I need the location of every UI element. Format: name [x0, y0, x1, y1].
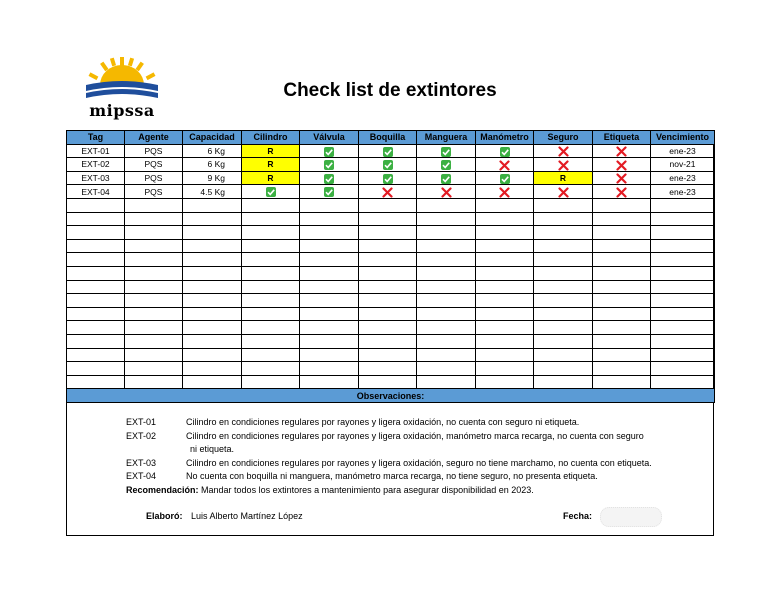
empty-row	[67, 348, 715, 362]
empty-cell	[125, 362, 183, 376]
note-text: Cilindro en condiciones regulares por rayones y ligera oxidación, seguro no tiene marchamo, no cuenta con etiqueta.	[186, 457, 652, 468]
empty-cell	[242, 198, 300, 212]
empty-cell	[534, 321, 593, 335]
cell-capacidad: 9 Kg	[183, 171, 242, 185]
empty-cell	[183, 253, 242, 267]
check-icon	[383, 160, 393, 170]
empty-cell	[125, 253, 183, 267]
empty-cell	[417, 280, 476, 294]
empty-cell	[300, 348, 359, 362]
empty-cell	[593, 362, 651, 376]
note-continuation: ni etiqueta.	[190, 444, 235, 455]
cell-agente: PQS	[125, 171, 183, 185]
empty-cell	[300, 253, 359, 267]
empty-cell	[417, 266, 476, 280]
cell-seguro	[534, 144, 593, 158]
empty-cell	[534, 375, 593, 389]
empty-cell	[67, 253, 125, 267]
table-header-row	[67, 131, 715, 145]
fecha-label: Fecha:	[563, 511, 593, 521]
empty-row	[67, 266, 715, 280]
empty-cell	[651, 294, 715, 308]
cross-icon	[499, 187, 510, 197]
recommendation-label: Recomendación:	[126, 484, 199, 495]
cell-agente: PQS	[125, 158, 183, 172]
empty-cell	[183, 280, 242, 294]
cell-boquilla	[359, 158, 417, 172]
empty-cell	[476, 334, 534, 348]
empty-cell	[359, 280, 417, 294]
cell-manometro	[476, 171, 534, 185]
empty-cell	[125, 226, 183, 240]
note-ext-03	[126, 457, 706, 471]
empty-cell	[125, 334, 183, 348]
empty-cell	[67, 239, 125, 253]
empty-cell	[651, 253, 715, 267]
empty-cell	[534, 266, 593, 280]
cell-etiqueta	[593, 158, 651, 172]
empty-cell	[651, 321, 715, 335]
empty-cell	[593, 226, 651, 240]
empty-cell	[242, 362, 300, 376]
cell-etiqueta	[593, 171, 651, 185]
empty-cell	[359, 375, 417, 389]
empty-cell	[67, 212, 125, 226]
cross-icon	[382, 187, 393, 197]
cell-valvula	[300, 144, 359, 158]
cross-icon	[616, 146, 627, 156]
empty-cell	[242, 226, 300, 240]
observations-header-row	[67, 389, 715, 403]
empty-cell	[476, 239, 534, 253]
note-ext-01	[126, 416, 706, 430]
empty-cell	[359, 198, 417, 212]
empty-cell	[183, 348, 242, 362]
cell-tag: EXT-02	[67, 158, 125, 172]
empty-cell	[593, 280, 651, 294]
empty-cell	[300, 266, 359, 280]
empty-cell	[300, 362, 359, 376]
empty-cell	[476, 348, 534, 362]
col-header-boquilla: Boquilla	[359, 131, 417, 145]
empty-cell	[417, 321, 476, 335]
check-icon	[324, 160, 334, 170]
empty-cell	[417, 362, 476, 376]
empty-cell	[593, 212, 651, 226]
empty-cell	[359, 212, 417, 226]
empty-cell	[242, 375, 300, 389]
empty-cell	[651, 212, 715, 226]
empty-cell	[593, 266, 651, 280]
empty-cell	[417, 239, 476, 253]
empty-cell	[183, 239, 242, 253]
empty-cell	[242, 239, 300, 253]
empty-cell	[242, 321, 300, 335]
empty-row	[67, 294, 715, 308]
empty-cell	[183, 321, 242, 335]
empty-cell	[242, 294, 300, 308]
check-icon	[441, 174, 451, 184]
empty-cell	[359, 348, 417, 362]
cell-vencimiento: ene-23	[651, 144, 715, 158]
empty-cell	[651, 362, 715, 376]
empty-cell	[476, 253, 534, 267]
empty-cell	[359, 294, 417, 308]
empty-cell	[417, 294, 476, 308]
recommendation	[126, 484, 706, 498]
page-title: Check list de extintores	[283, 80, 497, 101]
empty-cell	[359, 362, 417, 376]
cross-icon	[441, 187, 452, 197]
empty-cell	[651, 266, 715, 280]
empty-row	[67, 321, 715, 335]
empty-cell	[300, 280, 359, 294]
empty-cell	[359, 334, 417, 348]
note-tag: EXT-02	[126, 430, 157, 441]
check-icon	[383, 174, 393, 184]
table-row	[67, 185, 715, 199]
cell-vencimiento: nov-21	[651, 158, 715, 172]
col-header-cilindro: Cilindro	[242, 131, 300, 145]
cross-icon	[616, 159, 627, 169]
empty-cell	[300, 321, 359, 335]
empty-cell	[67, 334, 125, 348]
empty-cell	[359, 266, 417, 280]
cell-seguro: R	[534, 171, 593, 185]
check-icon	[324, 174, 334, 184]
empty-cell	[300, 226, 359, 240]
cell-tag: EXT-04	[67, 185, 125, 199]
empty-cell	[534, 226, 593, 240]
empty-cell	[242, 253, 300, 267]
empty-row	[67, 307, 715, 321]
cell-valvula	[300, 158, 359, 172]
empty-cell	[67, 362, 125, 376]
cell-seguro	[534, 158, 593, 172]
empty-cell	[417, 226, 476, 240]
cell-agente: PQS	[125, 144, 183, 158]
empty-cell	[300, 294, 359, 308]
recommendation-text: Mandar todos los extintores a mantenimiento para asegurar disponibilidad en 2023.	[201, 484, 534, 495]
empty-cell	[476, 362, 534, 376]
empty-cell	[534, 280, 593, 294]
cell-boquilla	[359, 171, 417, 185]
empty-row	[67, 375, 715, 389]
empty-cell	[651, 334, 715, 348]
note-ext-04	[126, 470, 706, 484]
empty-row	[67, 280, 715, 294]
empty-cell	[476, 321, 534, 335]
note-text: No cuenta con boquilla ni manguera, manómetro marca recarga, no tiene seguro, no presenta etiqueta.	[186, 471, 598, 482]
cell-manometro	[476, 185, 534, 199]
cell-manguera	[417, 144, 476, 158]
empty-row	[67, 334, 715, 348]
empty-cell	[242, 348, 300, 362]
observations-notes	[126, 416, 706, 498]
empty-cell	[183, 307, 242, 321]
empty-cell	[534, 212, 593, 226]
empty-cell	[125, 266, 183, 280]
empty-cell	[417, 348, 476, 362]
cell-manguera	[417, 171, 476, 185]
empty-cell	[67, 348, 125, 362]
col-header-etiqueta: Etiqueta	[593, 131, 651, 145]
empty-cell	[651, 239, 715, 253]
check-icon	[500, 174, 510, 184]
empty-row	[67, 198, 715, 212]
logo-wordmark: mipssa	[89, 101, 155, 120]
empty-cell	[183, 362, 242, 376]
empty-cell	[359, 321, 417, 335]
cross-icon	[499, 159, 510, 169]
empty-cell	[476, 226, 534, 240]
empty-cell	[534, 198, 593, 212]
cell-capacidad: 4.5 Kg	[183, 185, 242, 199]
sun-waves-logo-icon	[82, 55, 162, 105]
empty-cell	[183, 294, 242, 308]
empty-cell	[417, 212, 476, 226]
elaboro-name: Luis Alberto Martínez López	[191, 511, 303, 521]
empty-cell	[593, 348, 651, 362]
cell-agente: PQS	[125, 185, 183, 199]
empty-cell	[476, 375, 534, 389]
empty-row	[67, 212, 715, 226]
table-row	[67, 171, 715, 185]
empty-row	[67, 226, 715, 240]
empty-cell	[593, 307, 651, 321]
empty-cell	[300, 334, 359, 348]
empty-cell	[242, 334, 300, 348]
empty-cell	[651, 307, 715, 321]
empty-cell	[183, 226, 242, 240]
empty-cell	[183, 212, 242, 226]
note-ext-02	[126, 430, 706, 444]
empty-cell	[125, 321, 183, 335]
cell-manometro	[476, 158, 534, 172]
empty-cell	[300, 239, 359, 253]
cell-cilindro: R	[242, 158, 300, 172]
empty-cell	[125, 280, 183, 294]
empty-cell	[534, 334, 593, 348]
empty-cell	[476, 212, 534, 226]
fecha-field	[563, 511, 592, 521]
cell-etiqueta	[593, 185, 651, 199]
cross-icon	[616, 187, 627, 197]
empty-cell	[242, 266, 300, 280]
empty-row	[67, 253, 715, 267]
note-tag: EXT-01	[126, 417, 157, 427]
empty-cell	[125, 307, 183, 321]
cell-vencimiento: ene-23	[651, 185, 715, 199]
empty-cell	[125, 348, 183, 362]
empty-cell	[359, 239, 417, 253]
cell-etiqueta	[593, 144, 651, 158]
cell-capacidad: 6 Kg	[183, 158, 242, 172]
empty-cell	[476, 266, 534, 280]
empty-cell	[67, 321, 125, 335]
col-header-capacidad: Capacidad	[183, 131, 242, 145]
cross-icon	[616, 173, 627, 183]
empty-cell	[593, 294, 651, 308]
cross-icon	[558, 146, 569, 156]
empty-cell	[242, 280, 300, 294]
cell-tag: EXT-03	[67, 171, 125, 185]
cell-manguera	[417, 185, 476, 199]
empty-cell	[125, 239, 183, 253]
note-tag: EXT-04	[126, 471, 157, 482]
empty-cell	[417, 198, 476, 212]
empty-cell	[651, 198, 715, 212]
cell-tag: EXT-01	[67, 144, 125, 158]
empty-cell	[476, 198, 534, 212]
cell-capacidad: 6 Kg	[183, 144, 242, 158]
empty-cell	[67, 294, 125, 308]
empty-cell	[125, 198, 183, 212]
table-row	[67, 158, 715, 172]
empty-cell	[593, 198, 651, 212]
col-header-valvula: Válvula	[300, 131, 359, 145]
empty-cell	[593, 334, 651, 348]
cell-seguro	[534, 185, 593, 199]
empty-cell	[534, 253, 593, 267]
cell-valvula	[300, 171, 359, 185]
col-header-seguro: Seguro	[534, 131, 593, 145]
empty-cell	[534, 239, 593, 253]
empty-cell	[242, 212, 300, 226]
empty-cell	[67, 375, 125, 389]
table-row	[67, 144, 715, 158]
cell-manguera	[417, 158, 476, 172]
empty-cell	[67, 198, 125, 212]
empty-cell	[593, 321, 651, 335]
empty-cell	[534, 362, 593, 376]
empty-cell	[593, 253, 651, 267]
empty-cell	[651, 375, 715, 389]
empty-cell	[67, 307, 125, 321]
col-header-manometro: Manómetro	[476, 131, 534, 145]
col-header-vencimiento: Vencimiento	[651, 131, 715, 145]
empty-cell	[125, 212, 183, 226]
cell-valvula	[300, 185, 359, 199]
cell-cilindro: R	[242, 144, 300, 158]
empty-cell	[651, 226, 715, 240]
empty-cell	[183, 266, 242, 280]
cross-icon	[558, 187, 569, 197]
empty-cell	[125, 375, 183, 389]
empty-cell	[534, 294, 593, 308]
empty-cell	[300, 307, 359, 321]
empty-cell	[651, 280, 715, 294]
check-icon	[324, 187, 334, 197]
empty-cell	[67, 280, 125, 294]
observations-label: Observaciones:	[67, 389, 715, 403]
note-tag: EXT-03	[126, 457, 157, 468]
empty-cell	[476, 280, 534, 294]
empty-cell	[534, 307, 593, 321]
empty-cell	[476, 307, 534, 321]
checklist-table	[66, 130, 715, 403]
empty-cell	[359, 253, 417, 267]
col-header-agente: Agente	[125, 131, 183, 145]
check-icon	[441, 147, 451, 157]
empty-cell	[242, 307, 300, 321]
empty-cell	[593, 375, 651, 389]
empty-cell	[651, 348, 715, 362]
cell-cilindro: R	[242, 171, 300, 185]
empty-cell	[125, 294, 183, 308]
check-icon	[266, 187, 276, 197]
note-text: Cilindro en condiciones regulares por rayones y ligera oxidación, no cuenta con seguro ni etiqueta.	[186, 417, 580, 427]
empty-cell	[359, 226, 417, 240]
check-icon	[324, 147, 334, 157]
empty-cell	[300, 212, 359, 226]
elaboro-field	[146, 511, 303, 521]
col-header-manguera: Manguera	[417, 131, 476, 145]
empty-cell	[417, 307, 476, 321]
empty-cell	[476, 294, 534, 308]
check-icon	[383, 147, 393, 157]
company-logo	[82, 55, 162, 125]
empty-row	[67, 239, 715, 253]
empty-cell	[183, 198, 242, 212]
empty-cell	[67, 226, 125, 240]
elaboro-label: Elaboró:	[146, 511, 183, 521]
check-icon	[500, 147, 510, 157]
empty-cell	[300, 198, 359, 212]
note-text: Cilindro en condiciones regulares por rayones y ligera oxidación, manómetro marca recarga, no cuenta con seguro	[186, 430, 644, 441]
cell-vencimiento: ene-23	[651, 171, 715, 185]
fecha-value-redacted	[600, 507, 662, 527]
check-icon	[441, 160, 451, 170]
empty-cell	[417, 334, 476, 348]
empty-cell	[300, 375, 359, 389]
empty-cell	[417, 375, 476, 389]
empty-cell	[534, 348, 593, 362]
empty-cell	[67, 266, 125, 280]
cell-boquilla	[359, 185, 417, 199]
empty-cell	[183, 334, 242, 348]
empty-cell	[417, 253, 476, 267]
empty-cell	[593, 239, 651, 253]
empty-cell	[183, 375, 242, 389]
cell-boquilla	[359, 144, 417, 158]
cell-cilindro	[242, 185, 300, 199]
cell-manometro	[476, 144, 534, 158]
cross-icon	[558, 159, 569, 169]
col-header-tag: Tag	[67, 131, 125, 145]
empty-row	[67, 362, 715, 376]
empty-cell	[359, 307, 417, 321]
